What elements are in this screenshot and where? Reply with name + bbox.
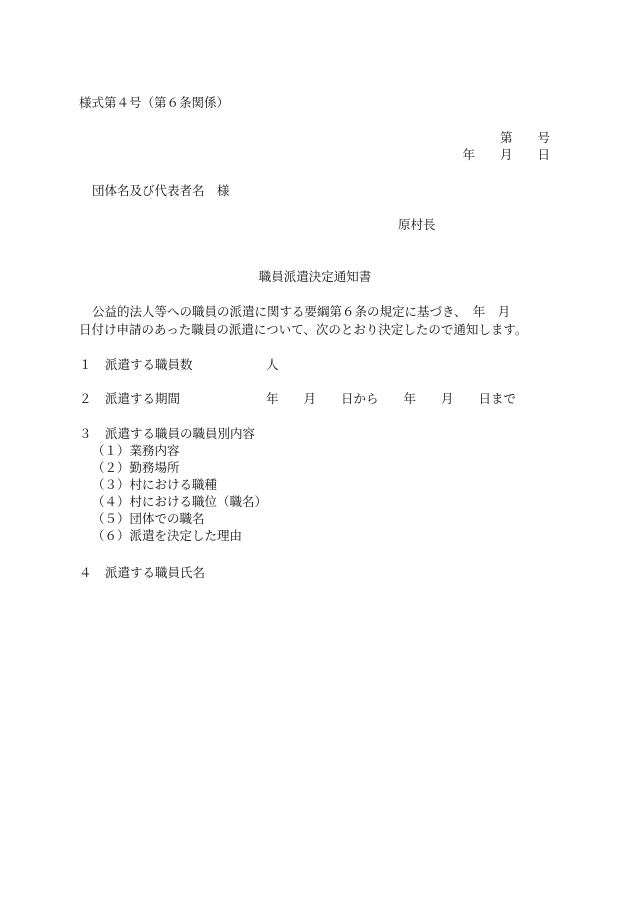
item-3-sub-1: （１）業務内容 xyxy=(92,443,180,458)
document-number: 第 号 xyxy=(499,130,550,145)
addressee: 団体名及び代表者名 様 xyxy=(92,183,230,198)
body-line-2: 日付け申請のあった職員の派遣について、次のとおり決定したので通知します。 xyxy=(79,322,528,337)
item-2-value: 年 月 日から 年 月 日まで xyxy=(266,391,517,406)
item-4-number: ４ xyxy=(79,565,92,580)
item-3-sub-3: （３）村における職種 xyxy=(92,477,218,492)
item-3-sub-5: （５）団体での職名 xyxy=(92,511,205,526)
item-4-label: 派遣する職員氏名 xyxy=(105,565,206,580)
item-2-label: 派遣する期間 xyxy=(105,391,181,406)
item-3-number: ３ xyxy=(79,426,92,441)
item-2-number: ２ xyxy=(79,391,92,406)
document-title: 職員派遣決定通知書 xyxy=(258,269,372,284)
item-1-label: 派遣する職員数 xyxy=(105,357,193,372)
item-3-label: 派遣する職員の職員別内容 xyxy=(105,426,256,441)
body-line-1: 公益的法人等への職員の派遣に関する要綱第６条の規定に基づき、 年 月 xyxy=(92,304,511,319)
document-date: 年 月 日 xyxy=(462,147,550,162)
item-3-sub-4: （４）村における職位（職名） xyxy=(92,494,268,509)
item-3-sub-2: （２）勤務場所 xyxy=(92,460,180,475)
item-3-sub-6: （６）派遣を決定した理由 xyxy=(92,528,243,543)
item-1-value: 人 xyxy=(266,357,279,372)
item-1-number: １ xyxy=(79,357,92,372)
sender: 原村長 xyxy=(398,217,436,232)
form-label: 様式第４号（第６条関係） xyxy=(79,95,230,110)
